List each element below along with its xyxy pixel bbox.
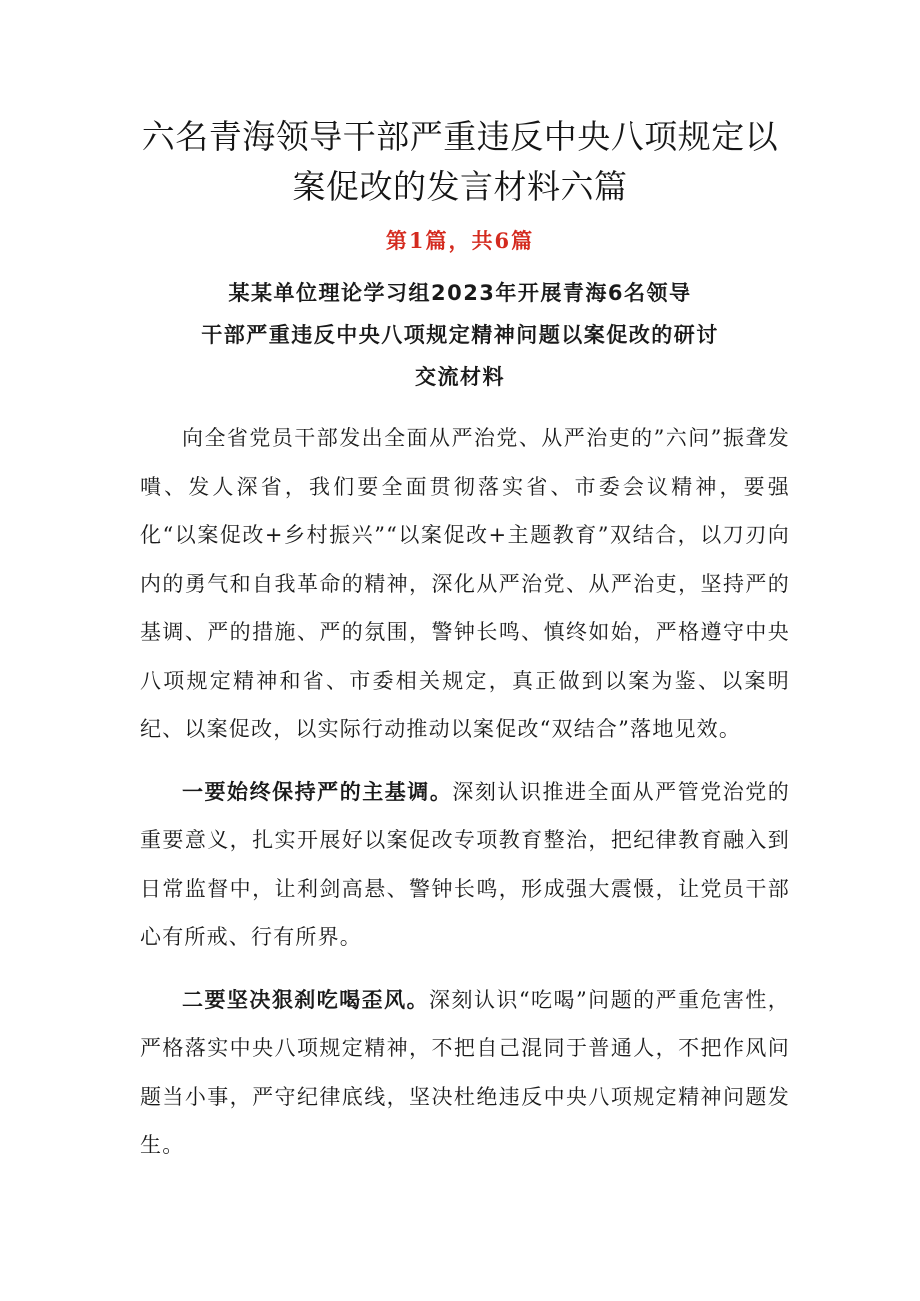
point-two-paragraph (140, 976, 790, 1170)
intro-paragraph (140, 414, 790, 754)
intro-paragraph-text: 向全省党员干部发出全面从严治党、从严治吏的”六问”振聋发嘳、发人深省，我们要全面贯彻落实省、市委会议精神，要强化“以案促改+乡村振兴”“以案促改+主题教育”双结合，以刀刃向内的勇气和自我革命的精神，深化从严治党、从严治吏，坚持严的基调、严的措施、严的氛围，警钟长鸣、慎终如始，严格遵守中央八项规定精神和省、市委相关规定，真正做到以案为鉴、以案明纪、以案促改，以实际行动推动以案促改“双结合”落地见效。 (140, 426, 790, 741)
document-title-line-2: 案促改的发言材料六篇 (292, 167, 628, 206)
point-one-text: 深刻认识推进全面从严管党治党的重要意义，扎实开展好以案促改专项教育整治，把纪律教育融入到日常监督中，让利剑高悬、警钟长鸣，形成强大震慑，让党员干部心有所戒、行有所界。 (140, 779, 791, 949)
section-title (140, 272, 780, 398)
document-title-line-1: 六名青海领导干部严重违反中央八项规定以 (141, 117, 779, 156)
point-one-paragraph (140, 768, 790, 962)
point-two-text: 深刻认识“吃喝”问题的严重危害性，严格落实中央八项规定精神，不把自己混同于普通人，不把作风问题当小事，严守纪律底线，坚决杜绝违反中央八项规定精神问题发生。 (140, 987, 791, 1157)
body-text (140, 414, 790, 1170)
part-indicator: 第1篇，共6篇 (385, 228, 535, 253)
section-title-line-1: 某某单位理论学习组2023年开展青海6名领导 (228, 281, 692, 305)
point-one-heading: 一要始终保持严的主基调。 (182, 779, 453, 804)
document-title (140, 112, 780, 212)
point-two-heading: 二要坚决狠刹吃喝歪风。 (182, 987, 430, 1012)
section-title-line-3: 交流材料 (415, 365, 505, 389)
section-title-line-2: 干部严重违反中央八项规定精神问题以案促改的研讨 (201, 323, 719, 347)
